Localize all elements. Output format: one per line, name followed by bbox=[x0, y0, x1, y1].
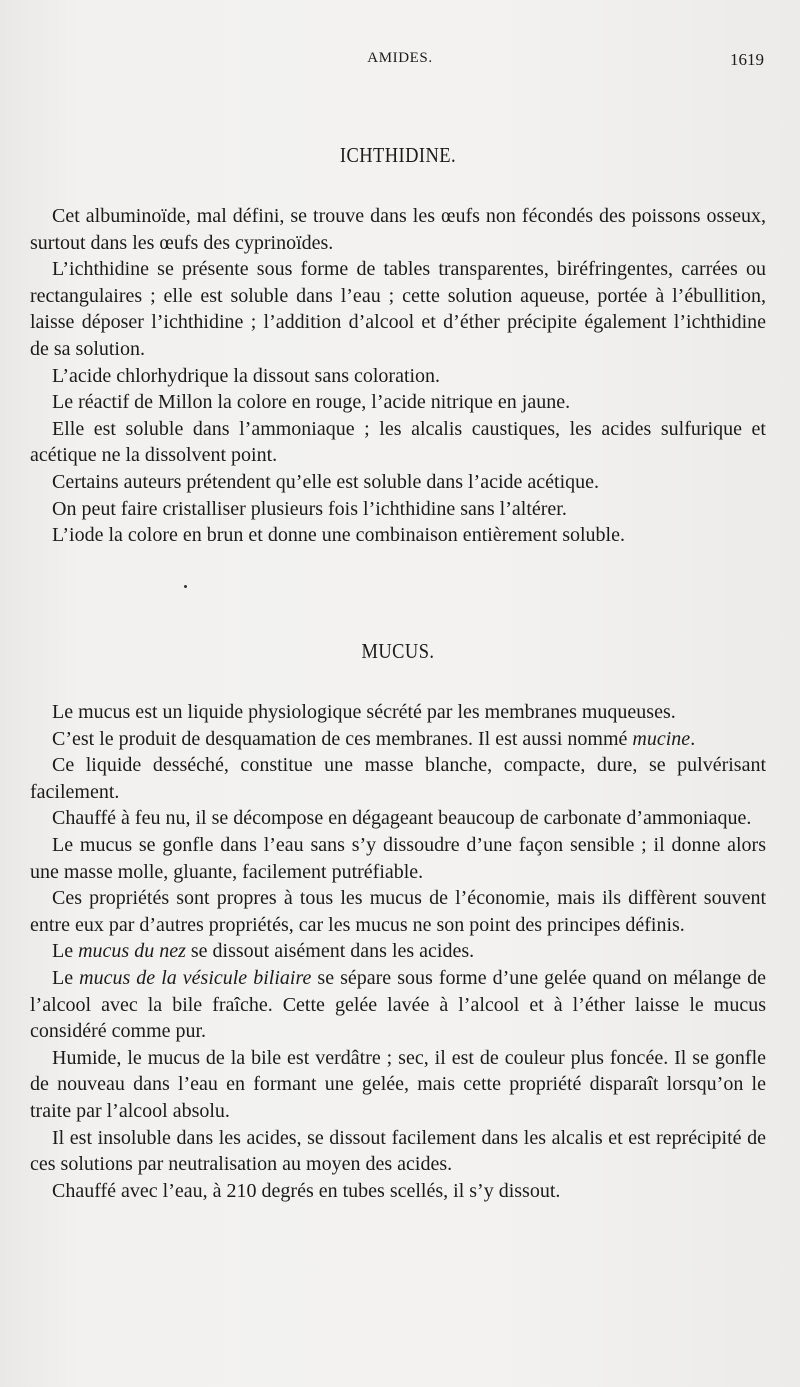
italic-term: mucus de la vésicule biliaire bbox=[79, 966, 312, 989]
paragraph: L’iode la colore en brun et donne une combinaison entièrement soluble. bbox=[52, 524, 625, 547]
paragraph: Certains auteurs prétendent qu’elle est soluble dans l’acide acétique. bbox=[52, 470, 600, 493]
paragraph: Le mucus se gonfle dans l’eau sans s’y dissoudre d’une façon sensible ; il donne alors une masse molle, gluante, facilement putréfiable. bbox=[30, 833, 766, 883]
paragraph: Il est insoluble dans les acides, se dissout facilement dans les alcalis et est reprécipité de ces solutions par neutralisation au moyen des acides. bbox=[30, 1126, 766, 1176]
paragraph: Ce liquide desséché, constitue une masse blanche, compacte, dure, se pulvérisant facilement. bbox=[30, 754, 766, 803]
running-title: AMIDES. bbox=[367, 50, 433, 66]
section-title: ICHTHIDINE. bbox=[339, 143, 457, 167]
italic-term: mucus du nez bbox=[78, 940, 186, 963]
running-head bbox=[0, 48, 800, 72]
paragraph: Cet albuminoïde, mal défini, se trouve dans les œufs non fécondés des poissons osseux, surtout dans les œufs des cyprinoïdes. bbox=[30, 205, 766, 254]
paragraph: Le mucus est un liquide physiologique sécrété par les membranes muqueuses. bbox=[52, 701, 676, 723]
paragraph: Le réactif de Millon la colore en rouge, l’acide nitrique en jaune. bbox=[52, 391, 571, 414]
paragraph: Elle est soluble dans l’ammoniaque ; les alcalis caustiques, les acides sulfurique et acétique ne la dissolvent point. bbox=[30, 417, 766, 467]
paragraph: Le mucus du nez se dissout aisément dans les acides. bbox=[52, 940, 475, 963]
paragraph: C’est le produit de desquamation de ces membranes. Il est aussi nommé mucine. bbox=[52, 727, 696, 750]
paragraph: Ces propriétés sont propres à tous les mucus de l’économie, mais ils diffèrent souvent entre eux par d’autres propriétés, car les mucus ne son point des principes définis. bbox=[30, 887, 766, 936]
section-mucus bbox=[30, 637, 766, 1204]
paragraph: Le mucus de la vésicule biliaire se sépare sous forme d’une gelée quand on mélange de l’alcool avec la bile fraîche. Cette gelée lavée à l’alcool et à l’éther laisse le mucus considéré comme pur. bbox=[30, 966, 767, 1043]
section-ichthidine bbox=[30, 141, 766, 549]
section-title: MUCUS. bbox=[361, 639, 435, 663]
paragraph: Chauffé avec l’eau, à 210 degrés en tubes scellés, il s’y dissout. bbox=[52, 1179, 561, 1202]
print-speck bbox=[184, 585, 187, 588]
paragraph: L’acide chlorhydrique la dissout sans coloration. bbox=[52, 364, 441, 387]
paragraph: Chauffé à feu nu, il se décompose en dégageant beaucoup de carbonate d’ammoniaque. bbox=[52, 807, 752, 830]
paragraph: Humide, le mucus de la bile est verdâtre ; sec, il est de couleur plus foncée. Il se gonfle de nouveau dans l’eau en formant une gelée, mais cette propriété disparaît lorsqu’on le traite par l’alcool absolu. bbox=[30, 1046, 766, 1122]
page-number: 1619 bbox=[730, 50, 764, 69]
paragraph: L’ichthidine se présente sous forme de tables transparentes, biréfringentes, carrées ou rectangulaires ; elle est soluble dans l’eau ; cette solution aqueuse, portée à l’ébullition, laisse déposer l’ichthidine ; l’addition d’alcool et d’éther précipite également l’ichthidine de sa solution. bbox=[30, 258, 766, 360]
italic-term: mucine bbox=[632, 727, 691, 750]
paragraph: On peut faire cristalliser plusieurs fois l’ichthidine sans l’altérer. bbox=[52, 497, 567, 520]
